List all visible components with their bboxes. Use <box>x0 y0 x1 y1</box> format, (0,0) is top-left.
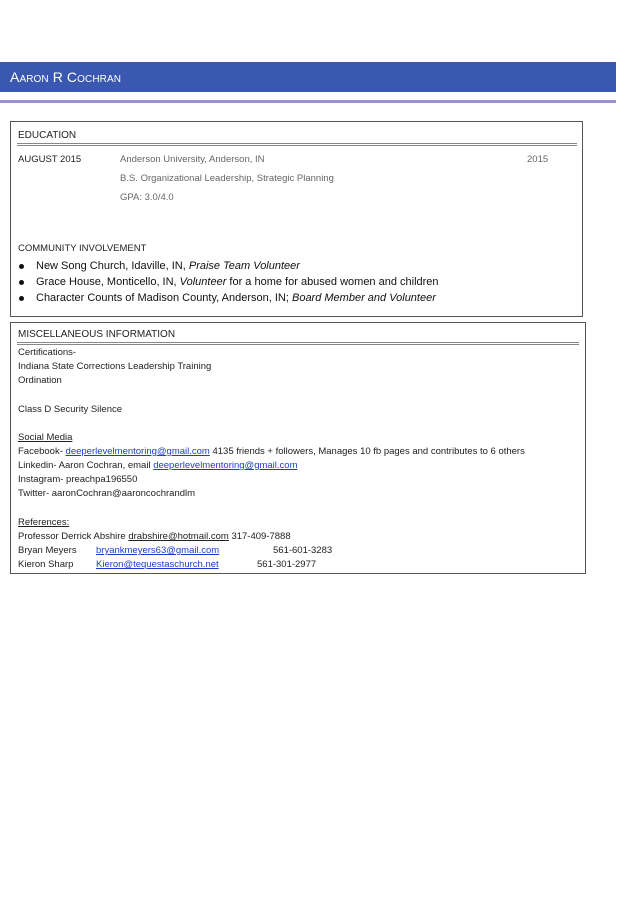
references-label: References: <box>18 517 70 528</box>
certifications-label: Certifications- <box>18 347 77 358</box>
education-school: Anderson University, Anderson, IN <box>120 154 265 165</box>
resume-name: Aaron R Cochran <box>10 69 122 85</box>
bullet-icon <box>19 296 24 301</box>
reference-email-link[interactable]: drabshire@hotmail.com <box>128 531 229 542</box>
education-date: AUGUST 2015 <box>18 154 82 165</box>
education-year: 2015 <box>527 154 549 165</box>
security-line: Class D Security Silence <box>18 404 123 415</box>
header-divider <box>0 100 616 103</box>
header-bar <box>0 62 616 92</box>
community-title: COMMUNITY INVOLVEMENT <box>18 243 147 254</box>
reference-email-link[interactable]: bryankmeyers63@gmail.com <box>96 545 220 556</box>
certification-item: Indiana State Corrections Leadership Training <box>18 361 212 372</box>
education-rule <box>17 143 577 146</box>
reference-email-link[interactable]: Kieron@tequestaschurch.net <box>96 559 219 570</box>
facebook-line: Facebook- deeperlevelmentoring@gmail.com 4135 friends + followers, Manages 10 fb pages and contributes to 6 others <box>18 446 525 457</box>
education-title: EDUCATION <box>18 130 77 141</box>
certification-item: Ordination <box>18 375 62 386</box>
misc-title: MISCELLANEOUS INFORMATION <box>18 329 176 340</box>
reference-row: Professor Derrick Abshire drabshire@hotmail.com 317-409-7888 <box>18 531 291 542</box>
facebook-email-link[interactable]: deeperlevelmentoring@gmail.com <box>65 446 210 457</box>
social-media-label: Social Media <box>18 432 73 443</box>
bullet-icon <box>19 264 24 269</box>
bullet-icon <box>19 280 24 285</box>
misc-rule <box>17 342 579 345</box>
education-section: EDUCATION AUGUST 2015 Anderson University, Anderson, IN 2015 B.S. Organizational Leadership, Strategic Planning GPA: 3.0/4.0 COMMUNITY INVOLVEMENT New Song Church, Idaville, IN, Praise Team Volunteer Grace House, Monticello, IN, Volunteer for a home for abused women and children Character Counts of Madison County, Anderson, IN; Board Member and Volunteer <box>10 121 583 317</box>
twitter-line: Twitter- aaronCochran@aaroncochrandlm <box>18 488 196 499</box>
education-degree: B.S. Organizational Leadership, Strategic Planning <box>120 173 334 184</box>
linkedin-line: Linkedin- Aaron Cochran, email deeperlevelmentoring@gmail.com <box>18 460 298 471</box>
linkedin-email-link[interactable]: deeperlevelmentoring@gmail.com <box>153 460 298 471</box>
instagram-line: Instagram- preachpa196550 <box>18 474 138 485</box>
education-gpa: GPA: 3.0/4.0 <box>120 192 174 203</box>
misc-section: MISCELLANEOUS INFORMATION Certifications- Indiana State Corrections Leadership Training Ordination Class D Security Silence Social Media Facebook- deeperlevelmentoring@gmail.com 4135 friends + followers, Manages 10 fb pages and contributes to 6 others Linkedin- Aaron Cochran, email deeperlevelmentoring@gmail.com Instagram- preachpa196550 Twitter- aaronCochran@aaroncochrandlm References: Professor Derrick Abshire drabshire@hotmail.com 317-409-7888 Bryan Meyers bryankmeyers63@gmail.com 561-601-3283 Kieron Sharp Kieron@tequestaschurch.net 561-301-2977 <box>10 322 586 574</box>
